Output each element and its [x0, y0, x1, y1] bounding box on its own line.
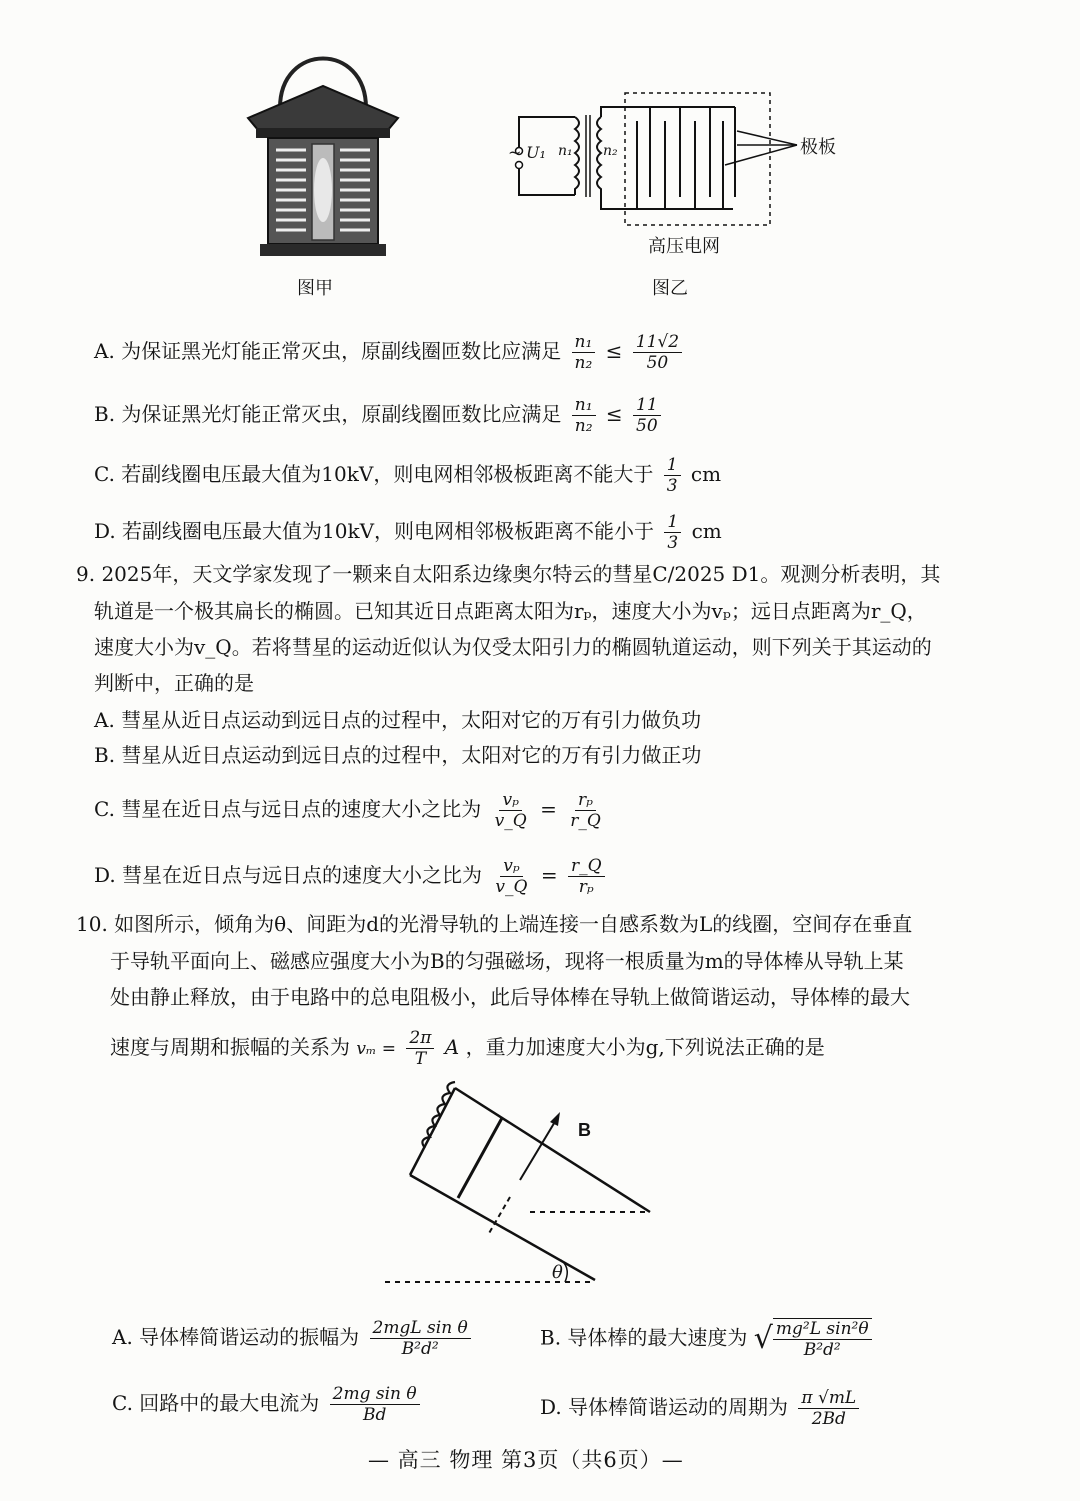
q9-stem-line-1: 9. 2025年，天文学家发现了一颗来自太阳系边缘奥尔特云的彗星C/2025 D1。观测分析表明，其	[76, 562, 941, 586]
q10-option-d	[540, 1388, 863, 1429]
q8-a-text: A. 为保证黑光灯能正常灭虫，原副线圈匝数比应满足	[94, 339, 562, 363]
q9-d-right: $\frac{r\_Q}{\text{rₚ}}$	[568, 856, 605, 897]
u1-label: U₁	[526, 143, 546, 162]
q9-option-c	[94, 790, 608, 831]
q8-c-unit: cm	[690, 462, 722, 486]
n2-label: n₂	[603, 143, 618, 159]
q9-c-right: $\frac{\text{rₚ}}{r\_Q}$	[570, 790, 601, 831]
q8-a-rel: ≤	[605, 339, 623, 363]
q9-stem-line-3: 速度大小为v_Q。若将彗星的运动近似认为仅受太阳引力的椭圆轨道运动，则下列关于其运动的	[94, 635, 932, 659]
q8-option-b	[94, 395, 665, 436]
incline-rail-diagram	[380, 1080, 680, 1290]
q10-vm: vₘ =	[356, 1039, 397, 1059]
q8-b-rel: ≤	[605, 402, 623, 426]
theta-label: θ	[552, 1262, 563, 1283]
q10-option-b	[540, 1318, 876, 1360]
plate-label: 极板	[800, 137, 836, 158]
q8-a-bound: $\frac{11√2}{50}$	[633, 332, 682, 373]
n1-label: n₁	[558, 143, 573, 159]
q10-option-a	[112, 1318, 475, 1359]
q8-b-bound: $\frac{11}{50}$	[633, 395, 661, 436]
grid-label: 高压电网	[648, 236, 720, 257]
figure-a	[228, 40, 418, 260]
q8-d-text: D. 若副线圈电压最大值为10kV，则电网相邻极板距离不能小于	[94, 519, 655, 543]
q10-d-text: D. 导体棒简谐运动的周期为	[540, 1395, 789, 1419]
q10-stem-line-3: 处由静止释放，由于电路中的总电阻极小，此后导体棒在导轨上做简谐运动，导体棒的最大	[110, 985, 910, 1009]
q10-c-text: C. 回路中的最大电流为	[112, 1391, 320, 1415]
q8-b-text: B. 为保证黑光灯能正常灭虫，原副线圈匝数比应满足	[94, 402, 562, 426]
q9-c-eq: =	[540, 797, 557, 821]
q10-line4-post: ，重力加速度大小为g,下列说法正确的是	[465, 1035, 825, 1059]
q8-c-text: C. 若副线圈电压最大值为10kV，则电网相邻极板距离不能大于	[94, 462, 654, 486]
page-footer: — 高三 物理 第3页（共6页）—	[368, 1448, 684, 1472]
q10-amp: A	[444, 1035, 460, 1059]
q8-b-ratio: $\frac{\text{n₁}}{\text{n₂}}$	[572, 395, 596, 436]
sqrt-sign-icon: √	[753, 1321, 773, 1356]
q8-d-unit: cm	[691, 519, 722, 543]
q10-a-text: A. 导体棒简谐运动的振幅为	[112, 1325, 360, 1349]
figure-a-caption: 图甲	[297, 278, 333, 299]
b-field-label: B	[578, 1120, 591, 1140]
q9-c-text: C. 彗星在近日点与远日点的速度大小之比为	[94, 797, 482, 821]
q8-option-c	[94, 455, 721, 496]
q10-b-frac: $\frac{\text{mg²L sin²θ}}{\text{B²d²}}$	[773, 1318, 872, 1360]
bug-zapper-lamp-image	[228, 40, 418, 260]
q9-stem-line-4: 判断中，正确的是	[94, 671, 254, 695]
q8-c-frac: $\frac{1}{3}$	[664, 455, 681, 496]
q8-d-frac: $\frac{1}{3}$	[664, 512, 681, 553]
grid-tilde-label: ~	[508, 143, 522, 162]
q10-d-frac: $\frac{\pi √mL}{2Bd}$	[798, 1388, 859, 1429]
q10-c-frac: $\frac{\text{2mg sin θ}}{Bd}$	[330, 1384, 420, 1425]
q9-option-a: A. 彗星从近日点运动到远日点的过程中，太阳对它的万有引力做负功	[94, 708, 702, 732]
q9-d-eq: =	[540, 863, 558, 887]
q10-stem-line-1: 10. 如图所示，倾角为θ、间距为d的光滑导轨的上端连接一自感系数为L的线圈，空间存在垂直	[76, 912, 913, 936]
figure-c	[380, 1080, 680, 1290]
q10-line4-pre: 速度与周期和振幅的关系为	[110, 1035, 350, 1059]
q10-stem-line-2: 于导轨平面向上、磁感应强度大小为B的匀强磁场，现将一根质量为m的导体棒从导轨上某	[110, 949, 904, 973]
q9-stem-line-2: 轨道是一个极其扁长的椭圆。已知其近日点距离太阳为rₚ，速度大小为vₚ；远日点距离为r_Q，	[94, 599, 927, 623]
q10-a-frac: $\frac{\text{2mgL sin θ}}{\text{B²d²}}$	[370, 1318, 471, 1359]
q10-2pi-over-t: $\frac{2\pi}{T}$	[406, 1028, 434, 1069]
q8-option-a	[94, 332, 686, 373]
q8-a-ratio: $\frac{\text{n₁}}{\text{n₂}}$	[572, 332, 596, 373]
q9-option-d	[94, 856, 609, 897]
q10-b-text: B. 导体棒的最大速度为	[540, 1325, 748, 1350]
q9-d-text: D. 彗星在近日点与远日点的速度大小之比为	[94, 863, 483, 887]
q10-option-c	[112, 1384, 424, 1425]
q9-c-left: $\frac{\text{vₚ}}{v\_Q}$	[494, 790, 527, 831]
q10-stem-line-4	[110, 1028, 825, 1069]
q8-option-d	[94, 512, 722, 553]
q9-d-left: $\frac{\text{vₚ}}{v\_Q}$	[495, 856, 528, 897]
q9-option-b: B. 彗星从近日点运动到远日点的过程中，太阳对它的万有引力做正功	[94, 743, 702, 767]
figure-b-caption: 图乙	[652, 278, 688, 299]
